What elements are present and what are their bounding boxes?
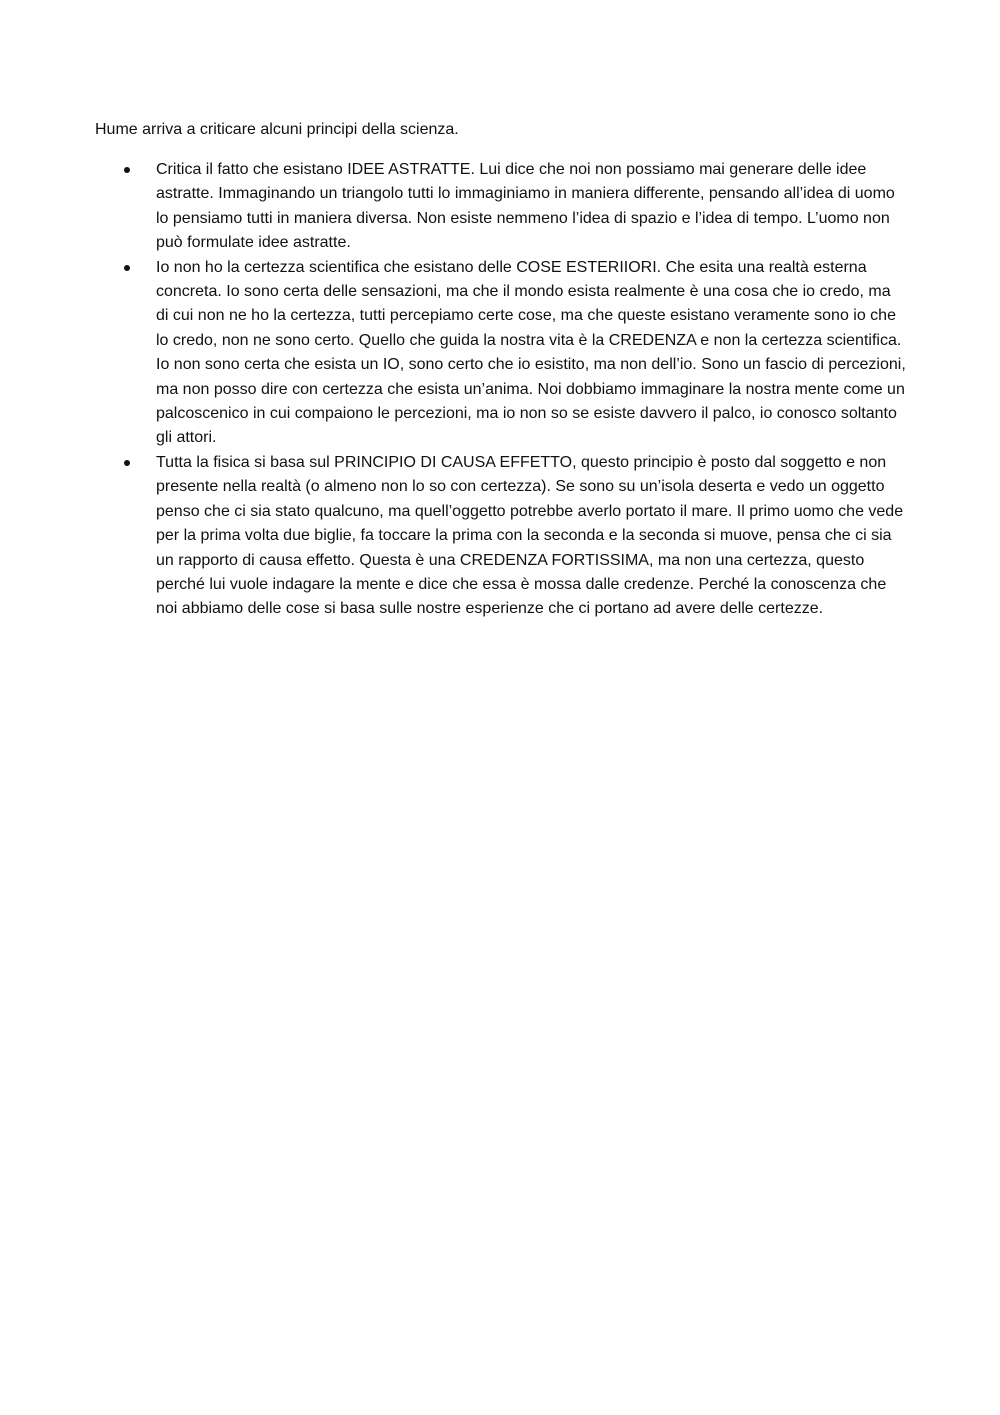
bullet-paragraph: Tutta la fisica si basa sul PRINCIPIO DI CAUSA EFFETTO, questo principio è posto dal soggetto e non presente nella realtà (o almeno non lo so con certezza). Se sono su un’isola deserta e vedo un oggetto penso che ci sia stato qualcuno, ma quell’oggetto potrebbe averlo portato il mare. Il primo uomo che vede per la prima volta due biglie, fa toccare la prima con la seconda e la seconda si muove, pensa che ci sia un rapporto di causa effetto. Questa è una CREDENZA FORTISSIMA, ma non una certezza, questo perché lui vuole indagare la mente e dice che essa è mossa dalle credenze. Perché la conoscenza che noi abbiamo delle cose si basa sulle nostre esperienze che ci portano ad avere delle certezze. bbox=[156, 453, 904, 618]
bullet-paragraph-continued: Io non sono certa che esista un IO, sono certo che io esistito, ma non dell’io. Sono un fascio di percezioni, ma non posso dire con certezza che esista un’anima. Noi dobbiamo immaginare la nostra mente come un palcoscenico in cui compaiono le percezioni, ma io non so se esiste davvero il palco, io conosco soltanto gli attori. bbox=[156, 356, 906, 447]
bullet-item-abstract-ideas bbox=[156, 158, 906, 256]
bullet-dot-icon bbox=[124, 460, 130, 466]
bullet-paragraph: Critica il fatto che esistano IDEE ASTRATTE. Lui dice che noi non possiamo mai generare delle idee astratte. Immaginando un triangolo tutti lo immaginiamo in maniera differente, pensando all’idea di uomo lo pensiamo tutti in maniera diversa. Non esiste nemmeno l’idea di spazio e l’idea di tempo. L’uomo non può formulate idee astratte. bbox=[156, 161, 895, 252]
intro-paragraph: Hume arriva a criticare alcuni principi della scienza. bbox=[95, 121, 459, 138]
bullet-dot-icon bbox=[124, 167, 130, 173]
bullet-item-cause-effect bbox=[156, 451, 906, 622]
bullet-paragraph: Io non ho la certezza scientifica che esistano delle COSE ESTERIIORI. Che esita una realtà esterna concreta. Io sono certa delle sensazioni, ma che il mondo esista realmente è una cosa che io credo, ma di cui non ne ho la certezza, tutti percepiamo certe cose, ma che queste esistano veramente sono io che lo credo, non ne sono certo. Quello che guida la nostra vita è la CREDENZA e non la certezza scientifica. bbox=[156, 258, 902, 349]
bullet-list bbox=[156, 158, 906, 622]
bullet-dot-icon bbox=[124, 265, 130, 271]
bullet-item-external-things bbox=[156, 256, 906, 451]
